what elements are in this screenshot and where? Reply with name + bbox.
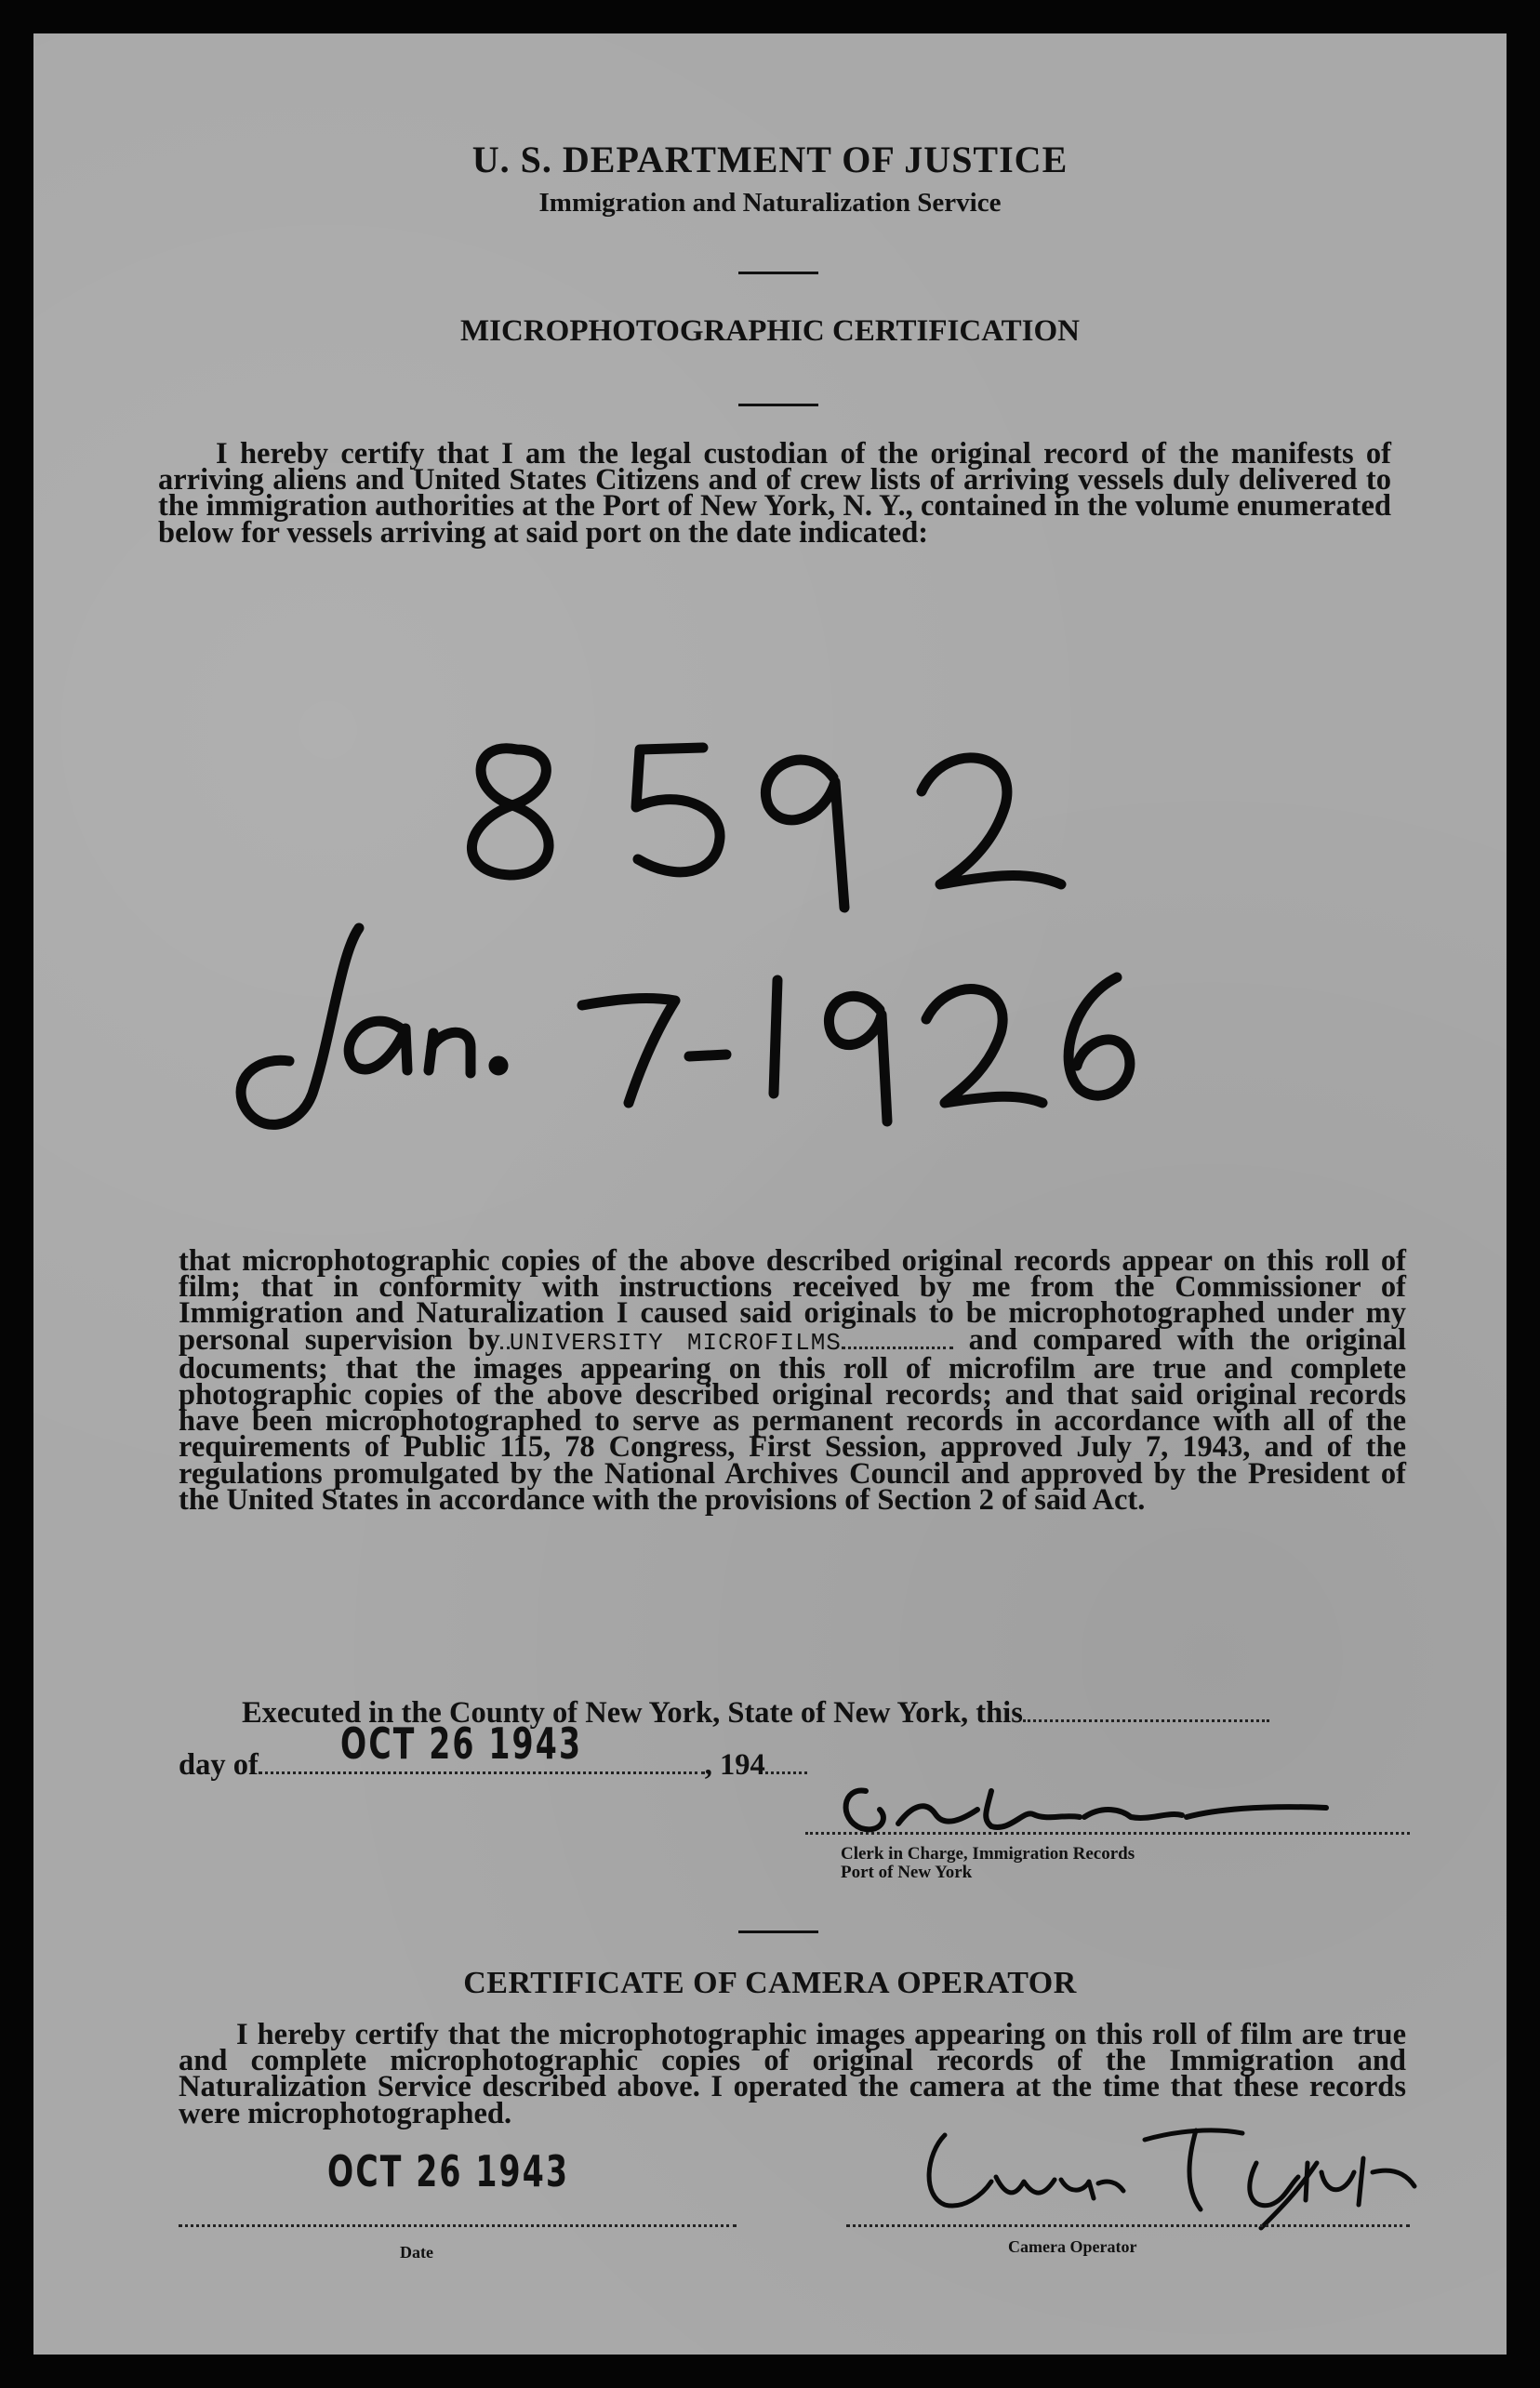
execution-date-stamp: OCT 26 1943: [340, 1718, 583, 1769]
hand-digit-2b: [926, 989, 1042, 1103]
hand-period: [494, 1061, 503, 1070]
certification-title: MICROPHOTOGRAPHIC CERTIFICATION: [460, 314, 1080, 348]
hand-digit-2: [922, 758, 1061, 884]
hand-digit-5: [636, 748, 720, 872]
date-line: [179, 2224, 737, 2227]
operator-date-stamp: OCT 26 1943: [327, 2146, 570, 2196]
service-subheading: Immigration and Naturalization Service: [538, 188, 1002, 218]
hand-digit-8: [471, 749, 549, 875]
clerk-caption: [841, 1845, 1135, 1882]
day-of-label: day of: [179, 1748, 259, 1782]
film-statement-part1: that microphotographic copies of the above described original records appear on this roll of film; that in conformity with instructions received by me from the Commissioner of Immigration and Naturalization I caused said originals to be microphotographed under my personal supervision by: [179, 1244, 1406, 1357]
hand-letter-J: [241, 928, 359, 1124]
hand-digit-9b: [829, 996, 887, 1121]
clerk-signature-line: [805, 1832, 1410, 1835]
supervisor-typed: UNIVERSITY MICROFILMS: [509, 1328, 842, 1357]
volume-number-text: [1131, 740, 1133, 741]
clerk-caption-line2: Port of New York: [841, 1863, 973, 1882]
hand-dash: [689, 1055, 726, 1056]
section-divider: [738, 1930, 818, 1933]
department-heading: U. S. DEPARTMENT OF JUSTICE: [471, 139, 1069, 180]
hand-letter-n: [429, 1032, 471, 1073]
handwritten-entry: [33, 33, 1507, 1242]
clerk-caption-line1: Clerk in Charge, Immigration Records: [841, 1844, 1135, 1864]
year-prefix: , 194: [704, 1748, 765, 1782]
camera-operator-statement: I hereby certify that the microphotographic images appearing on this roll of film are true and complete microphotographic copies of original records of the Immigration and Naturalization Service described above. I operated the camera at the time that these records were microphotographed.: [179, 2018, 1406, 2130]
film-statement-part2: and compared with the original documents; that the images appearing on this roll of microfilm are true and complete photographic copies of the above described original records; and that said original records have been microphotographed to serve as permanent records in accordance with all of the requirements of Public 115, 78 Congress, First Session, approved July 7, 1943, and of the regulations promulgated by the National Archives Council and approved by the President of the United States in accordance with the provisions of Section 2 of said Act.: [179, 1322, 1407, 1517]
certificate-sheet: [33, 33, 1507, 2355]
operator-signature-line: [846, 2224, 1410, 2227]
custodian-statement: I hereby certify that I am the legal custodian of the original record of the manifests of arriving aliens and United States Citizens and of crew lists of arriving vessels duly delivered to the immigration authorities at the Port of New York, N. Y., contained in the volume enumerated below for vessels arriving at said port on the date indicated:: [158, 437, 1391, 550]
hand-digit-6: [1069, 977, 1130, 1095]
camera-operator-title: CERTIFICATE OF CAMERA OPERATOR: [463, 1966, 1077, 2000]
hand-digit-9: [765, 760, 844, 908]
operator-signature: [908, 2107, 1428, 2237]
date-label: Date: [400, 2243, 433, 2262]
executed-text: Executed in the County of New York, State of New York, this: [242, 1696, 1023, 1730]
hand-letter-a: [349, 1021, 407, 1070]
hand-digit-1: [774, 980, 777, 1094]
film-statement: [179, 1244, 1407, 1517]
hand-digit-7: [582, 999, 675, 1103]
volume-date-text: [1131, 1001, 1135, 1002]
camera-operator-label: Camera Operator: [1008, 2237, 1137, 2256]
